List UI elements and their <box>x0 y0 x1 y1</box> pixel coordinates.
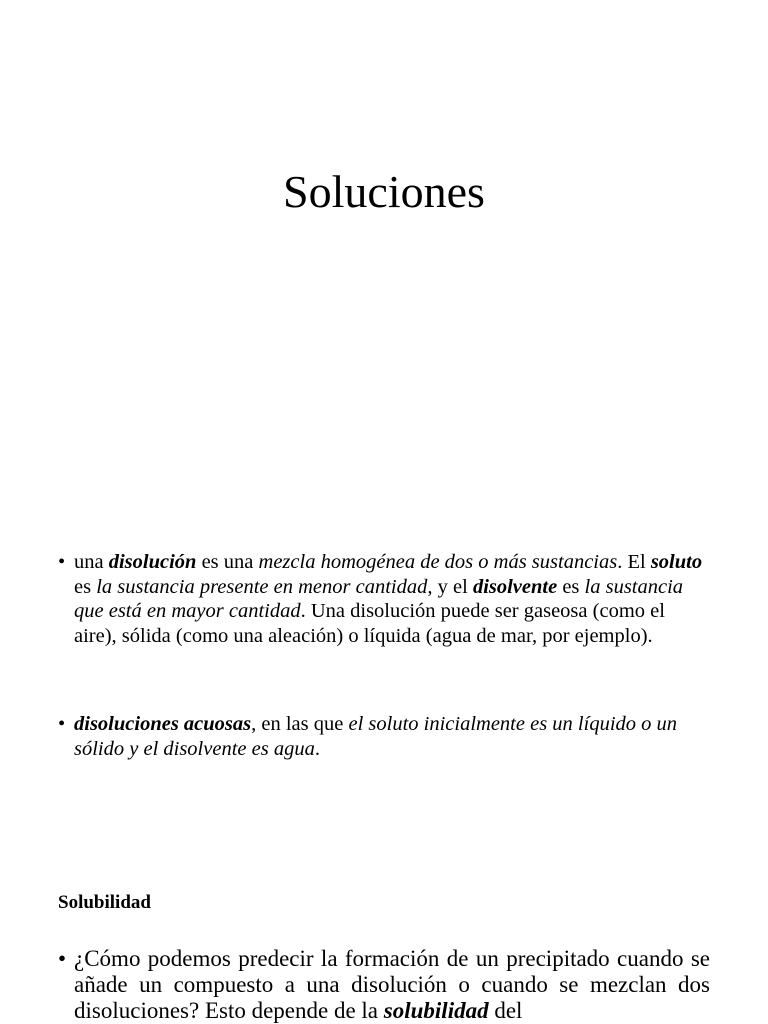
text-run: una <box>74 551 109 573</box>
term-disolucion: disolución <box>108 551 197 573</box>
text-run: del <box>488 998 523 1023</box>
bullet-marker: • <box>58 946 67 971</box>
text-run: . Una disolución puede ser gaseosa (como el aire), sólida (como una aleación) o líquida (agua de mar, por ejemplo). <box>74 600 665 648</box>
text-run: ¿Cómo podemos predecir la formación de un precipitado cuando se añade un compuesto a una disolución o cuando se mezclan dos disoluciones? Esto depende de la <box>74 946 710 1023</box>
text-run: . El <box>617 551 651 573</box>
text-run: es <box>74 575 97 598</box>
text-run: , y el <box>427 575 473 598</box>
text-run: . <box>314 737 320 760</box>
section-heading-solubilidad: Solubilidad <box>58 892 151 913</box>
text-run: , en las que <box>251 713 349 735</box>
page-title: Soluciones <box>283 166 485 217</box>
bullet-marker: • <box>58 551 66 573</box>
definition-text: el soluto inicialmente es un líquido o un sólido y el disolvente es agua <box>74 713 678 760</box>
definition-text: la sustancia que está en mayor cantidad <box>74 575 684 623</box>
definition-text: mezcla homogénea de dos o más sustancias <box>258 551 618 573</box>
text-run: es <box>557 575 585 598</box>
term-disoluciones-acuosas: disoluciones acuosas <box>74 713 252 735</box>
definition-text: la sustancia presente en menor cantidad <box>96 575 428 598</box>
bullet-precipitado-question <box>58 946 710 1024</box>
bullet-definition-disolucion <box>58 550 710 649</box>
text-run: es una <box>196 551 259 573</box>
bullet-text <box>74 712 710 761</box>
term-soluto: soluto <box>650 551 703 573</box>
bullet-disoluciones-acuosas <box>58 712 710 761</box>
bullet-marker: • <box>58 713 66 735</box>
term-solubilidad: solubilidad <box>383 998 489 1023</box>
term-disolvente: disolvente <box>472 575 558 598</box>
bullet-text <box>74 946 710 1024</box>
bullet-text <box>74 550 710 649</box>
